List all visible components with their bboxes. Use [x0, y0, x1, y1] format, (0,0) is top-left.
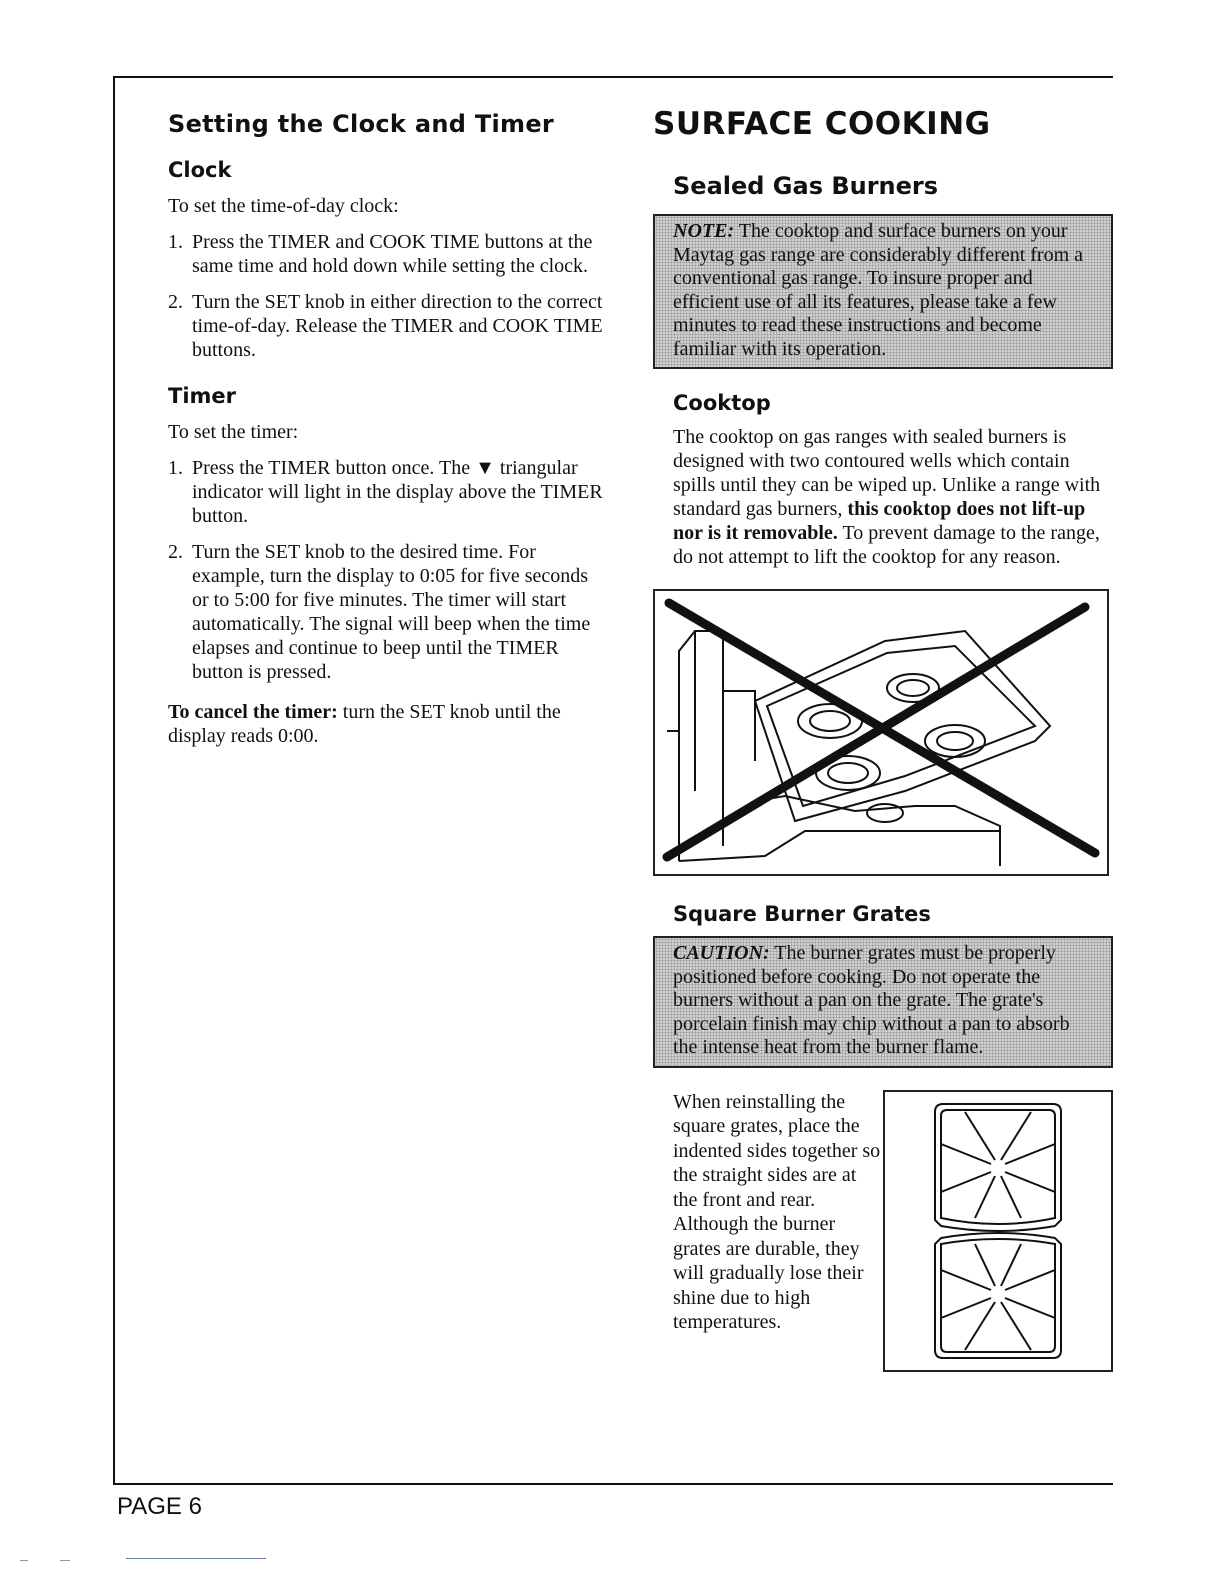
grates-section: [673, 1090, 1113, 1372]
bottom-rule: [113, 1483, 1113, 1485]
clock-intro: To set the time-of-day clock:: [168, 195, 399, 217]
cooktop-heading: Cooktop: [673, 391, 771, 415]
left-rule: [113, 76, 115, 1485]
timer-steps: [168, 456, 608, 684]
scan-speck: [60, 1560, 70, 1561]
timer-step: 2. Turn the SET knob to the desired time. For example, turn the display to 0:05 for five seconds or to 5:00 for five minutes. The timer will start automatically. The signal will beep when the time elapses and continue to beep until the TIMER button is pressed.: [168, 541, 591, 683]
note-text: The cooktop and surface burners on your Maytag gas range are considerably different from a conventional gas range. To insure proper and efficient use of all its features, please take a few minutes to read these instructions and become familiar with its operation.: [673, 220, 1084, 360]
cooktop-illustration: [655, 591, 1107, 874]
section-title-clock-timer: Setting the Clock and Timer: [168, 110, 555, 138]
cancel-timer-text: To cancel the timer: turn the SET knob until the display reads 0:00.: [168, 701, 561, 747]
page-number: PAGE 6: [117, 1493, 202, 1520]
timer-heading: Timer: [168, 384, 237, 408]
sealed-burners-heading: Sealed Gas Burners: [673, 172, 939, 200]
note-label: NOTE:: [673, 220, 735, 242]
burner-grates-illustration: [883, 1090, 1113, 1372]
right-column: [653, 106, 1113, 1372]
note-box: [653, 214, 1113, 369]
scan-speck: [20, 1560, 28, 1561]
cooktop-text: The cooktop on gas ranges with sealed burners is designed with two contoured wells which contain spills until they can be wiped up. Unlike a range with standard gas burners, this cooktop does not lift-up nor is it removable. To prevent damage to the range, do not attempt to lift the cooktop for any reason.: [673, 426, 1101, 568]
timer-step: 1. Press the TIMER button once. The ▼ triangular indicator will light in the display above the TIMER button.: [168, 457, 603, 527]
clock-steps: [168, 230, 608, 362]
footer-mark: [126, 1558, 266, 1559]
clock-step: 2. Turn the SET knob in either direction to the correct time-of-day. Release the TIMER and COOK TIME buttons.: [168, 291, 603, 361]
caution-box: [653, 936, 1113, 1068]
square-grates-heading: Square Burner Grates: [673, 902, 931, 926]
caution-label: CAUTION:: [673, 942, 770, 964]
clock-step: 1. Press the TIMER and COOK TIME buttons at the same time and hold down while setting the clock.: [168, 231, 593, 277]
cooktop-no-lift-illustration: [653, 589, 1109, 876]
top-rule: [113, 76, 1113, 78]
page-title: SURFACE COOKING: [653, 106, 991, 142]
left-column: [168, 110, 608, 760]
caution-text: The burner grates must be properly positioned before cooking. Do not operate the burners without a pan on the grate. The grate's porcelain finish may chip without a pan to absorb the intense heat from the burner flame.: [673, 942, 1070, 1058]
clock-heading: Clock: [168, 158, 232, 182]
grates-text: When reinstalling the square grates, place the indented sides together so the straight sides are at the front and rear. Although the burner grates are durable, they will gradually lose their shine due to high temperatures.: [673, 1090, 881, 1333]
grates-icon: [885, 1092, 1111, 1370]
timer-intro: To set the timer:: [168, 421, 299, 443]
